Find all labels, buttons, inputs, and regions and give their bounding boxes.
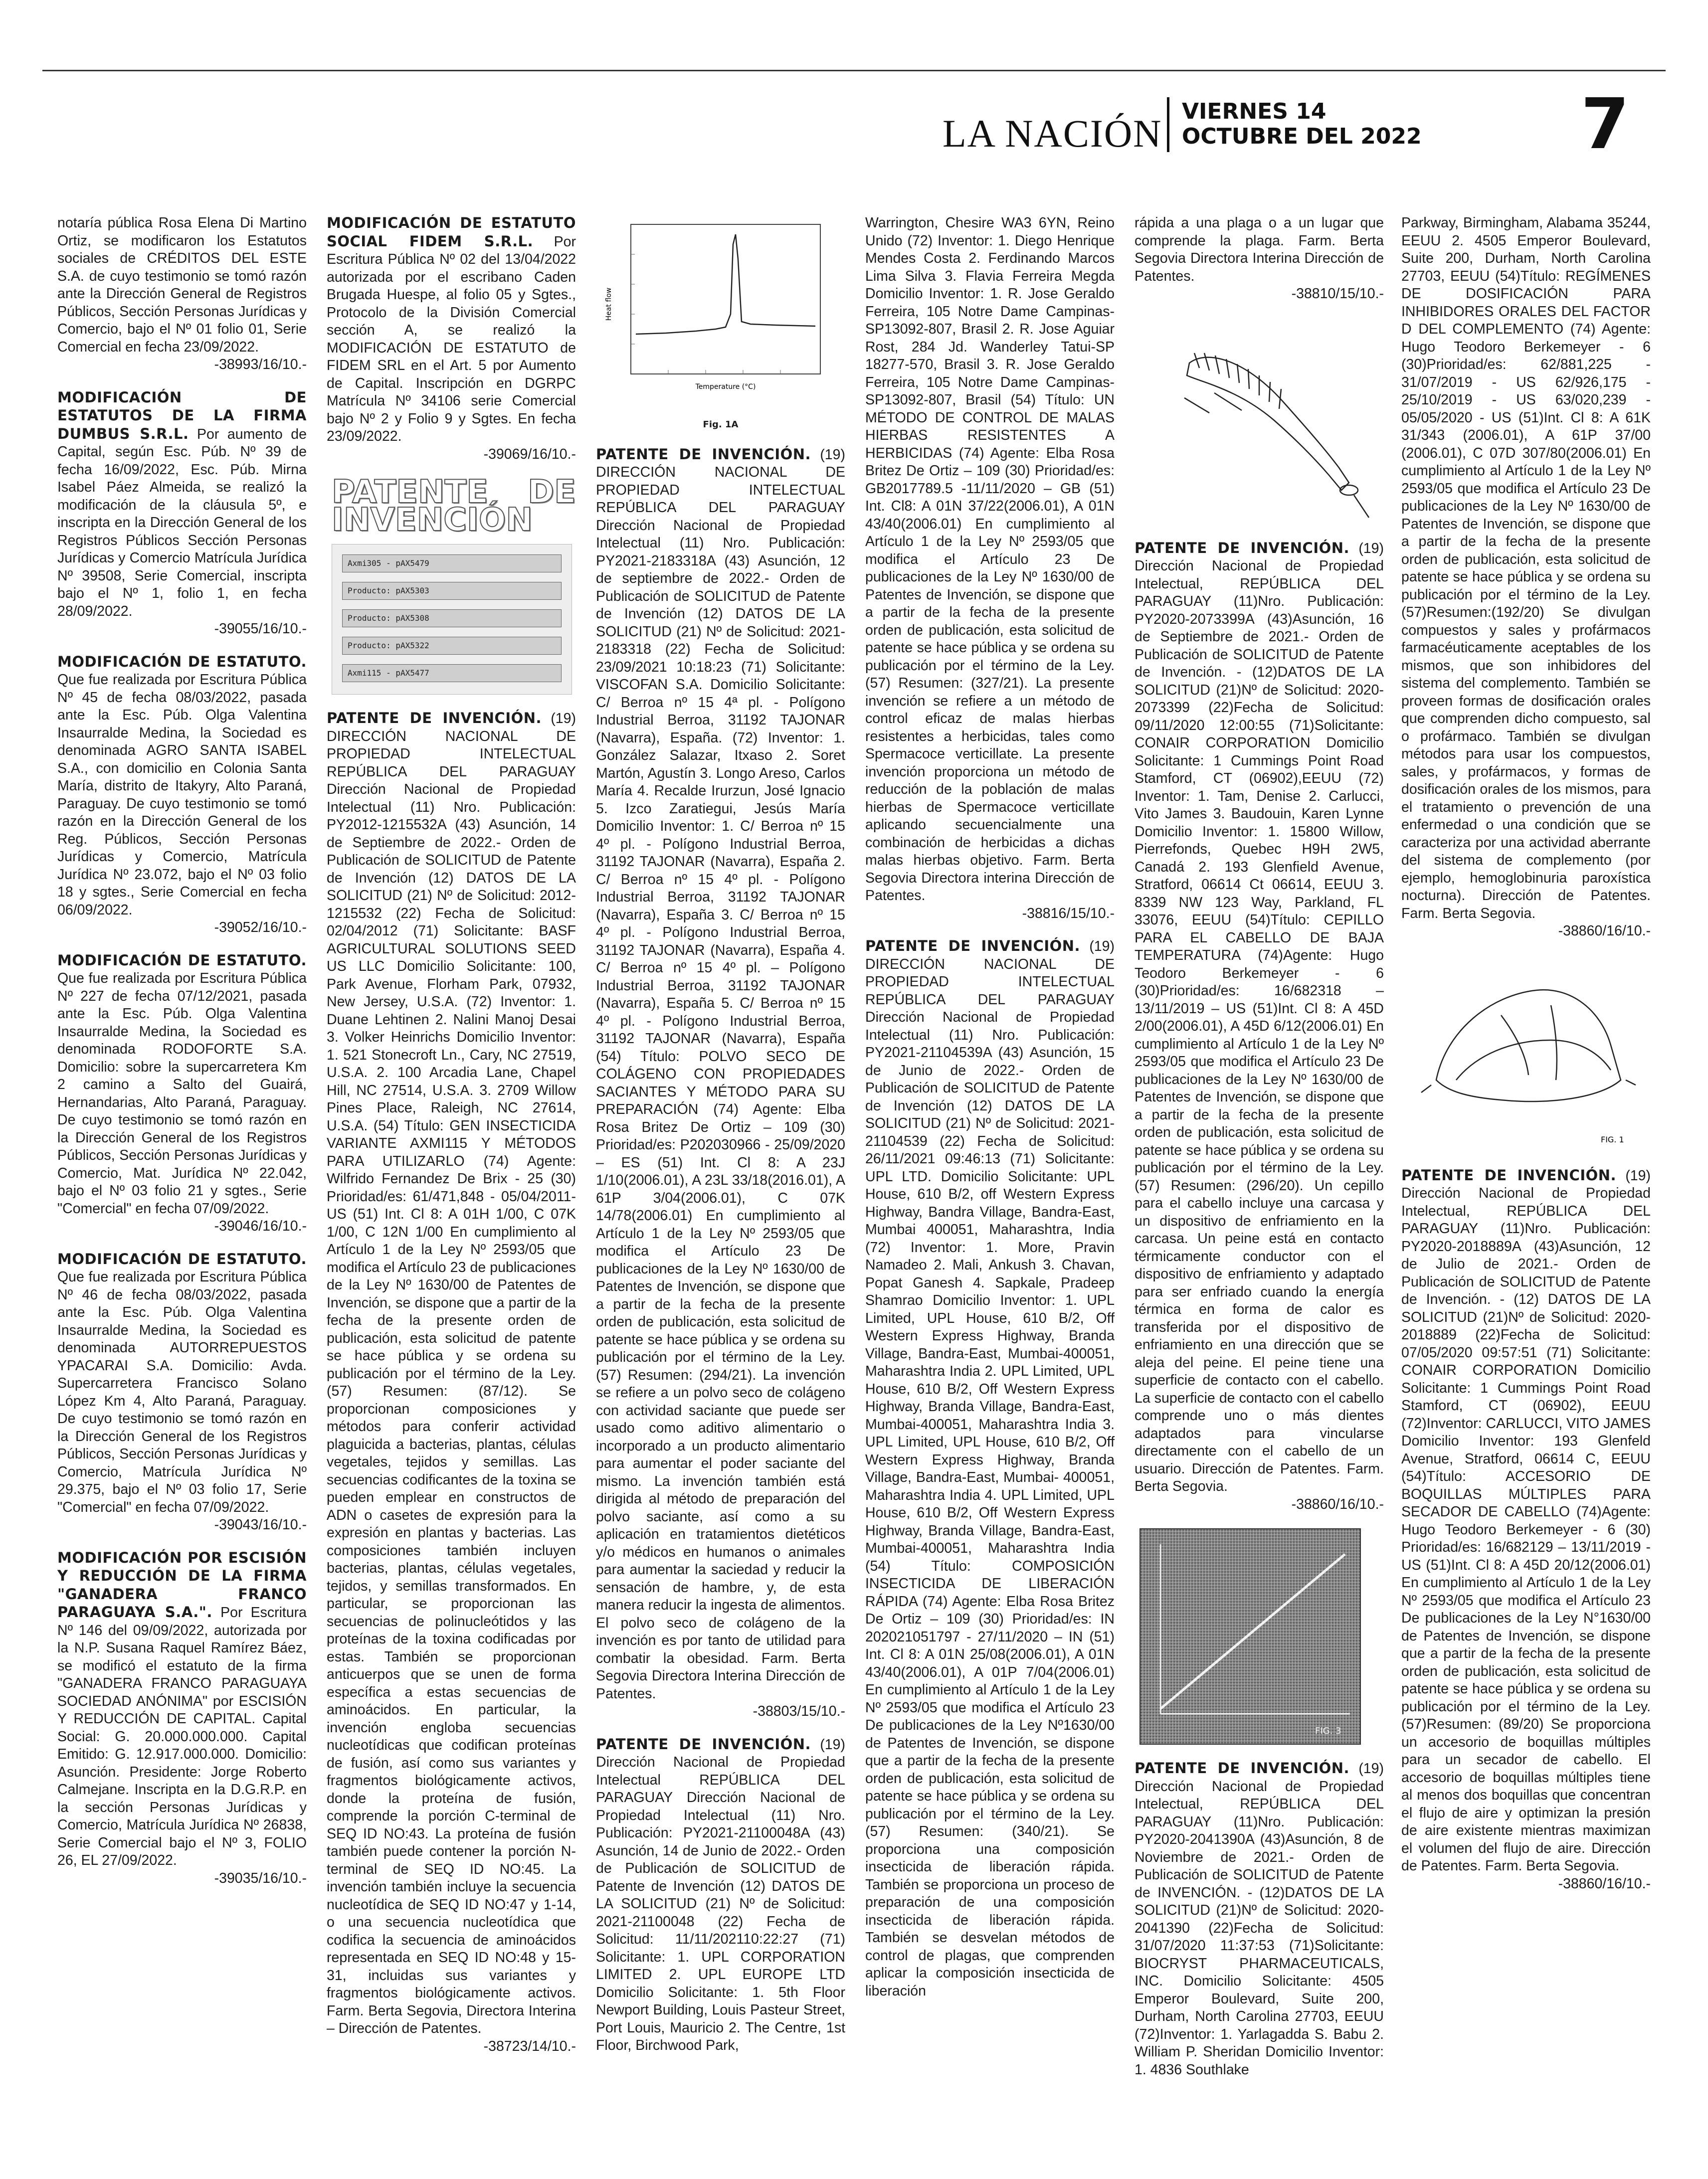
notice-body: Que fue realizada por Escritura Pública Nº 45 de fecha 08/03/2022, pasada ante la Esc. Púb. Olga Valentina Insaurralde Medina, la Sociedad es denominada AGRO SANTA ISABEL S.A., con domicilio en Colonia Santa María, distrito de Itakyry, Alto Paraná, Paraguay. De cuyo testimonio se tomó razón en la Dirección General de los Reg. Públicos, Sección Personas Jurídicas y Comercio, Matrícula Jurídica Nº 23.072, bajo el Nº 03 folio 18 y sgtes., Serie Comercial en fecha 06/09/2022. <box>57 672 307 918</box>
notice-body: Parkway, Birmingham, Alabama 35244, EEUU 2. 4505 Emperor Boulevard, Suite 200, Durham, North Carolina 27703, EEUU (54)Título: REGÍMENES DE DOSIFICACIÓN PARA INHIBIDORES ORALES DEL FACTOR D DEL COMPLEMENTO (74) Agente: Hugo Teodoro Berkemeyer - 6 (30)Prioridad/es: 62/881,225 - 31/07/2019 - US 62/926,175 - 25/10/2019 - US 63/020,239 - 05/05/2020 - US (51)Int. Cl 8: A 61K 31/343 (2006.01), A 61P 37/00 (2006.01), C 07D 307/80(2006.01) En cumplimiento al Artículo 1 de la Ley Nº 2593/05 que modifica el Artículo 23 De publicaciones de la Ley Nº 1630/00 de Patentes de Invención, se dispone que a partir de la fecha de la presente orden de publicación, esta solicitud de patente se hace pública y se ordena su publicación por el término de la Ley. (57)Resumen:(192/20) Se divulgan compuestos y sales y profármacos farmacéuticamente aceptables de los mismos, que son inhibidores del sistema del complemento. También se proveen formas de dosificación orales que comprenden dicho compuesto, sal o profármaco. También se divulgan métodos para usar los compuestos, sales, y profármacos, y formas de dosificación orales de los mismos, para el tratamiento o prevención de una enfermedad o una condición que se caracteriza por una actividad aberrante del sistema de complemento (por ejemplo, hemoglobinuria paroxística nocturna). Dirección de Patentes. Farm. Berta Segovia. <box>1401 215 1651 921</box>
notice-title: MODIFICACIÓN DE ESTATUTO. <box>57 1250 307 1268</box>
column-4 <box>865 214 1115 2015</box>
notice-title: PATENTE DE INVENCIÓN. <box>1135 539 1350 556</box>
notice-ref: -39046/16/10.- <box>214 1218 307 1234</box>
notice <box>1135 1760 1384 2079</box>
nozzle-drawing <box>1401 955 1651 1155</box>
notice <box>57 952 307 1236</box>
notice-title: PATENTE DE INVENCIÓN. <box>596 445 811 463</box>
notice-body: Por Escritura Pública Nº 02 del 13/04/2022 autorizada por el escribano Caden Brugada Huespe, al folio 05 y Sgtes., Protocolo de la División Comercial sección A, se realizó la MODIFICACIÓN DE ESTATUTO de FIDEM SRL en el Art. 5 por Aumento de Capital. Inscripción en DGRPC Matrícula Nº 34106 serie Comercial bajo Nº 2 y Folio 9 y Sgtes. En fecha 23/09/2022. <box>327 233 576 444</box>
notice-title: MODIFICACIÓN DE ESTATUTOS DE LA FIRMA DUMBUS S.R.L. <box>57 388 307 442</box>
notice-title: MODIFICACIÓN POR ESCISIÓN Y REDUCCIÓN DE LA FIRMA "GANADERA FRANCO PARAGUAYA S.A.". <box>57 1549 307 1621</box>
hair-brush-drawing <box>1135 318 1384 528</box>
issue-day: VIERNES 14 <box>1182 99 1327 124</box>
figure-caption: Fig. 1A <box>703 419 739 430</box>
sequence-row: Axmi305 - pAX5479 <box>342 554 562 572</box>
notice-ref: -38816/15/10.- <box>1022 905 1115 921</box>
header-rule <box>42 70 1666 71</box>
section-title: PATENTE DE INVENCIÓN <box>332 474 576 539</box>
notice-body: (19) Dirección Nacional de Propiedad Intelectual, REPÚBLICA DEL PARAGUAY (11)Nro. Publicación: PY2020-2018889A (43)Asunción, 12 de Julio de 2021.- Orden de Publicación de SOLICITUD de Patente de Invención. - (12) DATOS DE LA SOLICITUD (21)Nº de Solicitud: 2020-2018889 (22)Fecha de Solicitud: 07/05/2020 09:57:51 (71) Solicitante: CONAIR CORPORATION Domicilio Solicitante: 1 Cummings Point Road Stamford, CT (06902), EEUU (72)Inventor: CARLUCCI, VITO JAMES Domicilio Inventor: 193 Glenfeld Avenue, Stratford, 06614 C, EEUU (54)Título: ACCESORIO DE BOQUILLAS MÚLTIPLES PARA SECADOR DE CABELLO (74)Agente: Hugo Teodoro Berkemeyer - 6 (30) Prioridad/es: 16/682129 – 13/11/2019 - US (51)Int. Cl 8: A 45D 20/12(2006.01) En cumplimiento al Artículo 1 de la Ley Nº 2593/05 que modifica el Artículo 23 De publicaciones de la Ley N°1630/00 de Patentes de Invención, se dispone que a partir de la fecha de la presente orden de publicación, esta solicitud de patente se hace pública y se ordena su publicación por el término de la Ley. (57)Resumen: (89/20) Se proporciona un accesorio de boquillas múltiples para un secador de cabello. El accesorio de boquillas múltiples tiene al menos dos boquillas que concentran el flujo de aire y optimizan la presión de aire existente mientras maximizan el volumen del flujo de aire. Dirección de Patentes. Farm. Berta Segovia. <box>1401 1167 1651 1874</box>
notice-title: PATENTE DE INVENCIÓN. <box>1135 1760 1350 1777</box>
masthead <box>0 84 1708 165</box>
fig-xlabel: Temperature (°C) <box>695 383 756 391</box>
column-6 <box>1401 214 1651 1908</box>
notice <box>865 937 1115 2000</box>
issue-month-year: OCTUBRE DEL 2022 <box>1182 124 1422 149</box>
thermogram-plot <box>596 214 845 414</box>
column-3 <box>596 214 845 2070</box>
notice-ref: -38860/16/10.- <box>1558 923 1651 939</box>
notice-title: PATENTE DE INVENCIÓN. <box>1401 1166 1617 1184</box>
notice-ref: -38860/16/10.- <box>1291 1496 1384 1512</box>
notice-ref: -38860/16/10.- <box>1558 1875 1651 1892</box>
figure-1a <box>596 214 845 434</box>
issue-date <box>1182 99 1422 149</box>
notice <box>327 214 576 463</box>
notice-ref: -39069/16/10.- <box>483 446 576 462</box>
notice-body: (19) Dirección Nacional de Propiedad Intelectual, REPÚBLICA DEL PARAGUAY (11)Nro. Publicación: PY2020-2073399A (43)Asunción, 16 de Septiembre de 2021.- Orden de Publicación de SOLICITUD de Patente de Invención. - (12)DATOS DE LA SOLICITUD (21)Nº de Solicitud: 2020-2073399 (22)Fecha de Solicitud: 09/11/2020 12:00:55 (71)Solicitante: CONAIR CORPORATION Domicilio Solicitante: 1 Cummings Point Road Stamford, CT (06902),EEUU (72) Inventor: 1. Tam, Denise 2. Carlucci, Vito James 3. Baudouin, Karen Lynne Domicilio Inventor: 1. 15800 Willow, Pierrefonds, Quebec H9H 2W5, Canadá 2. 193 Glenfield Avenue, Stratford, 06614 Ct 06614, EEUU 3. 8339 NW 123 Way, Parkland, FL 33076, EEUU (54)Título: CEPILLO PARA EL CABELLO DE BAJA TEMPERATURA (74)Agente: Hugo Teodoro Berkemeyer - 6 (30)Prioridad/es: 16/682318 – 13/11/2019 – US (51)Int. Cl 8: A 45D 2/00(2006.01), A 45D 6/12(2006.01) En cumplimiento al Artículo 1 de la Ley Nº 2593/05 que modifica el Artículo 23 De publicaciones de la Ley Nº 1630/00 de Patentes de Invención, se dispone que a partir de la fecha de la presente orden de publicación, esta solicitud de patente se hace pública y se ordena su publicación por el término de la Ley. (57) Resumen: (296/20). Un cepillo para el cabello incluye una carcasa y un dispositivo de enfriamiento en la carcasa. Un peine está en contacto térmicamente conductor con el dispositivo de enfriamiento y adaptado para ser enfriado cuando la energía térmica en forma de calor es transferida por el dispositivo de enfriamiento en una dirección que se aleja del peine. El peine tiene una superficie de contacto con el cabello. La superficie de contacto con el cabello comprende uno o más dientes adaptados para vincularse directamente con el cabello de un usuario. Dirección de Patentes. Farm. Berta Segovia. <box>1135 540 1384 1494</box>
notice-body: Que fue realizada por Escritura Pública Nº 46 de fecha 08/03/2022, pasada ante la Esc. Púb. Olga Valentina Insaurralde Medina, la Sociedad es denominada AUTORREPUESTOS YPACARAI S.A. Domicilio: Avda. Supercarretera Francisco Solano López Km 4, Alto Paraná, Paraguay. De cuyo testimonio se tomó razón en la Dirección General de los Registros Públicos, Sección Personas Jurídicas y Comercio, Matrícula Jurídica Nº 29.375, bajo el Nº 03 folio 17, Serie "Comercial" en fecha 07/09/2022. <box>57 1269 307 1515</box>
fig-label: FIG. 1 <box>1601 1134 1624 1144</box>
notice-ref: -38723/14/10.- <box>483 2038 576 2054</box>
sequence-row: Producto: pAX5308 <box>342 609 562 627</box>
notice-ref: -38993/16/10.- <box>214 357 307 372</box>
notice-body: (19) Dirección Nacional de Propiedad Intelectual, REPÚBLICA DEL PARAGUAY (11)Nro. Publicación: PY2020-2041390A (43)Asunción, 8 de Noviembre de 2021.- Orden de Publicación de SOLICITUD de Patente de INVENCIÓN. - (12)DATOS DE LA SOLICITUD (21)Nº de Solicitud: 2020-2041390 (22)Fecha de Solicitud: 31/07/2020 11:37:53 (71)Solicitante: BIOCRYST PHARMACEUTICALS, INC. Domicilio Solicitante: 4505 Emperor Boulevard, Suite 200, Durham, North Carolina 27703, EEUU (72)Inventor: 1. Yarlagadda S. Babu 2. William P. Sheridan Domicilio Inventor: 1. 4836 Southlake <box>1135 1761 1384 2078</box>
notice <box>57 214 307 374</box>
column-1 <box>57 214 307 1902</box>
fig-ylabel: Heat flow <box>605 287 613 321</box>
notice-title: MODIFICACIÓN DE ESTATUTO. <box>57 653 307 670</box>
notice-title: MODIFICACIÓN DE ESTATUTO SOCIAL FIDEM S.R.L. <box>327 214 576 250</box>
page-number: 7 <box>1581 84 1630 165</box>
notice-ref: -39055/16/10.- <box>214 621 307 637</box>
notice-body: Warrington, Chesire WA3 6YN, Reino Unido (72) Inventor: 1. Diego Henrique Mendes Costa 2. Ferdinando Marcos Lima Silva 3. Flavia Ferreira Megda Domicilio Inventor: 1. R. Jose Geraldo Ferreira, 105 Notre Dame Campinas-SP13092-807, Brasil 2. R. Jose Aguiar Rost, 284 Jd. Wanderley Tatui-SP 18277-570, Brasil 3. R. Jose Geraldo Ferreira, 105 Notre Dame Campinas-SP13092-807, Brasil (54) Título: UN MÉTODO DE CONTROL DE MALAS HIERBAS RESISTENTES A HERBICIDAS (74) Agente: Elba Rosa Britez De Ortiz – 109 (30) Prioridad/es: GB2017789.5 -11/11/2020 – GB (51) Int. Cl8: A 01N 37/22(2006.01), A 01N 43/40(2006.01) En cumplimiento al Artículo 1 de la Ley Nº 2593/05 que modifica el Artículo 23 De publicaciones de la Ley Nº 1630/00 de Patentes de Invención, se dispone que a partir de la fecha de la presente orden de publicación, esta solicitud de patente se hace pública y se ordena su publicación por el término de la Ley. (57) Resumen: (327/21). La presente invención se refiere a un método de control eficaz de malas hierbas resistentes a herbicidas, tales como Spermacoce verticillate. La presente invención proporciona un método de reducción de la población de malas hierbas de Spermacoce verticillate aplicando secuencialmente una combinación de herbicidas a dichas malas hierbas objetivo. Farm. Berta Segovia Directora interina Dirección de Patentes. <box>865 215 1115 904</box>
notice <box>1135 540 1384 1514</box>
notice-body: Por aumento de Capital, según Esc. Púb. Nº 39 de fecha 16/09/2022, Esc. Púb. Mirna Isabel Páez Almeida, se realizó la modificación de la cláusula 5º, e inscripta en la Dirección General de los Registros Públicos Sección Personas Jurídicas y Comercio Matrícula Jurídica Nº 39508, Serie Comercial, inscripta bajo el Nº 1, folio 1, en fecha 28/09/2022. <box>57 426 307 619</box>
notice <box>1401 1167 1651 1893</box>
masthead-separator <box>1167 97 1169 152</box>
fig-label: FIG. 3 <box>1315 1726 1341 1736</box>
notice <box>596 446 845 1721</box>
notice-title: PATENTE DE INVENCIÓN. <box>596 1735 811 1753</box>
notice <box>865 214 1115 922</box>
notice-body: rápida a una plaga o a un lugar que comprende la plaga. Farm. Berta Segovia Directora Interina Dirección de Patentes. <box>1135 215 1384 284</box>
notice-title: PATENTE DE INVENCIÓN. <box>327 710 542 726</box>
notice <box>57 1549 307 1888</box>
notice <box>57 653 307 937</box>
notice-ref: -38803/15/10.- <box>753 1703 845 1719</box>
column-5 <box>1135 214 1384 2094</box>
notice-body: (19) Dirección Nacional de Propiedad Intelectual REPÚBLICA DEL PARAGUAY Dirección Nacional de Propiedad Intelectual (11) Nro. Publicación: PY2021-21100048A (43) Asunción, 14 de Junio de 2022.- Orden de Publicación de SOLICITUD de Patente de Invención (12) DATOS DE LA SOLICITUD (21) Nº de Solicitud: 2021-21100048 (22) Fecha de Solicitud: 11/11/202110:22:27 (71) Solicitante: 1. UPL CORPORATION LIMITED 2. UPL EUROPE LTD Domicilio Solicitante: 1. 5th Floor Newport Building, Louis Pasteur Street, Port Louis, Mauricio 2. The Centre, 1st Floor, Birchwood Park, <box>596 1736 845 2053</box>
notice <box>596 1736 845 2055</box>
notice-ref: -39052/16/10.- <box>214 919 307 935</box>
notice-body: (19) DIRECCIÓN NACIONAL DE PROPIEDAD INTELECTUAL REPÚBLICA DEL PARAGUAY Dirección Nacional de Propiedad Intelectual (11) Nro. Publicación: PY2021-2183318A (43) Asunción, 12 de septiembre de 2022.- Orden de Publicación de SOLICITUD de Patente de Invención (12) DATOS DE LA SOLICITUD (21) Nº de Solicitud: 2021-2183318 (22) Fecha de Solicitud: 23/09/2021 10:18:23 (71) Solicitante: VISCOFAN S.A. Domicilio Solicitante: C/ Berroa nº 15 4ª pl. - Polígono Industrial Berroa, 31192 TAJONAR (Navarra), España. (72) Inventor: 1. González Salazar, Itxaso 2. Soret Martón, Agustín 3. Longo Areso, Carlos María 4. Recalde Irurzun, José Ignacio 5. Izco Zaratiegui, Jesús María Domicilio Inventor: 1. C/ Berroa nº 15 4º pl. - Polígono Industrial Berroa, 31192 TAJONAR (Navarra), España 2. C/ Berroa nº 15 4º pl. - Polígono Industrial Berroa, 31192 TAJONAR (Navarra), España 3. C/ Berroa nº 15 4º pl. - Polígono Industrial Berroa, 31192 TAJONAR (Navarra), España 4. C/ Berroa nº 15 4º pl. – Polígono Industrial Berroa, 31192 TAJONAR (Navarra), España 5. C/ Berroa nº 15 4º pl. - Polígono Industrial Berroa, 31192 TAJONAR (Navarra), España (54) Título: POLVO SECO DE COLÁGENO CON PROPIEDADES SACIANTES Y MÉTODO PARA SU PREPARACIÓN (74) Agente: Elba Rosa Britez De Ortiz – 109 (30) Prioridad/es: P202030966 - 25/09/2020 – ES (51) Int. Cl 8: A 23J 1/10(2006.01), A 23L 33/18(2016.01), A 61P 3/04(2006.01), C 07K 14/78(2006.01) En cumplimiento al Artículo 1 de la Ley Nº 2593/05 que modifica el Artículo 23 De publicaciones de la Ley Nº 1630/00 de Patentes de Invención, se dispone que a partir de la fecha de la presente orden de publicación, esta solicitud de patente se hace pública y se ordena su publicación por el término de la Ley. (57) Resumen: (294/21). La invención se refiere a un polvo seco de colágeno con actividad saciante que puede ser usado como aditivo alimentario o incorporado a un producto alimentario para aumentar el poder saciante del mismo. La invención también está dirigida al método de preparación del polvo saciante, así como a su aplicación en tratamientos dietéticos y/o médicos en humanos o animales para aumentar la saciedad y reducir la sensación de hambre, y, de esta manera reducir la ingesta de alimentos. El polvo seco de colágeno de la invención es por tanto de utilidad para combatir la obesidad. Farm. Berta Segovia Directora Interina Dirección de Patentes. <box>596 446 845 1702</box>
notice-ref: -38810/15/10.- <box>1291 286 1384 302</box>
notice-ref: -39043/16/10.- <box>214 1517 307 1533</box>
notice-ref: -39035/16/10.- <box>214 1870 307 1886</box>
notice-body: Por Escritura Nº 146 del 09/09/2022, autorizada por la N.P. Susana Raquel Ramírez Báez, se modificó el estatuto de la firma "GANADERA FRANCO PARAGUAYA SOCIEDAD ANÓNIMA" por ESCISIÓN Y REDUCCIÓN DE CAPITAL. Capital Social: G. 20.000.000.000. Capital Emitido: G. 12.917.000.000. Domicilio: Asunción. Presidente: Jorge Roberto Calmejane. Inscripta en la D.G.R.P. en la sección Personas Jurídicas y Comercio, Matrícula Jurídica Nº 26838, Serie Comercial bajo el Nº 3, FOLIO 26, EL 27/09/2022. <box>57 1605 307 1868</box>
notice <box>57 389 307 638</box>
sequence-row: Axmi115 - pAX5477 <box>342 664 562 682</box>
notice-body: (19) DIRECCIÓN NACIONAL DE PROPIEDAD INTELECTUAL REPÚBLICA DEL PARAGUAY Dirección Nacional de Propiedad Intelectual (11) Nro. Publicación: PY2012-1215532A (43) Asunción, 14 de Septiembre de 2022.- Orden de Publicación de SOLICITUD de Patente de Invención (12) DATOS DE LA SOLICITUD (21) Nº de Solicitud: 2012-1215532 (22) Fecha de Solicitud: 02/04/2012 (71) Solicitante: BASF AGRICULTURAL SOLUTIONS SEED US LLC Domicilio Solicitante: 100, Park Avenue, Florham Park, 07932, New Jersey, U.S.A. (72) Inventor: 1. Duane Lehtinen 2. Nalini Manoj Desai 3. Volker Heinrichs Domicilio Inventor: 1. 521 Stonecroft Ln., Cary, NC 27519, U.S.A. 2. 100 Arcadia Lane, Chapel Hill, NC 27514, U.S.A. 3. 2709 Willow Pines Place, Raleigh, NC 27614, U.S.A. (54) Título: GEN INSECTICIDA VARIANTE AXMI115 Y MÉTODOS PARA UTILIZARLO (74) Agente: Wilfrido Fernandez De Brix - 25 (30) Prioridad/es: 61/471,848 - 05/04/2011- US (51) Int. Cl 8: A 01H 1/00, C 07K 1/00, C 12N 1/00 En cumplimiento al Artículo 1 de la Ley Nº 2593/05 que modifica el Artículo 23 de publicaciones de la Ley Nº 1630/00 de Patentes de Invención, se dispone que a partir de la fecha de la presente orden de publicación, esta solicitud de patente se hace pública y se ordena su publicación por el término de la Ley. (57) Resumen: (87/12). Se proporcionan composiciones y métodos para conferir actividad plaguicida a bacterias, plantas, células vegetales, tejidos y semillas. Las secuencias codificantes de la toxina se pueden emplear en constructos de ADN o casetes de expresión para la expresión en plantas y bacterias. Las composiciones también incluyen bacterias, plantas, células vegetales, tejidos, y semillas transformados. En particular, se proporcionan las secuencias de polinucleótidos y las proteínas de la toxina codificadas por estas. También se proporcionan anticuerpos que se unen de forma específica a estas secuencias de aminoácidos. En particular, la invención engloba secuencias nucleotídicas que codifican proteínas de fusión, así como sus variantes y fragmentos biológicamente activos, donde la proteína de fusión, comprende la porción C-terminal de SEQ ID NO:43. La proteína de fusión también puede contener la porción N-terminal de SEQ ID NO:45. La invención también incluye la secuencia nucleotídica de SEQ ID NO:47 y 1-14, o una secuencia nucleotídica que codifica la secuencia de aminoácidos representada en SEQ ID NO:48 y 15-31, incluidas sus variantes y fragmentos biológicamente activos. Farm. Berta Segovia, Directora Interina – Dirección de Patentes. <box>327 711 576 2036</box>
notice <box>57 1251 307 1534</box>
notice-body: Que fue realizada por Escritura Pública Nº 227 de fecha 07/12/2021, pasada ante la Esc. Púb. Olga Valentina Insaurralde Medina, la Sociedad es denominada RODOFORTE S.A. Domicilio: sobre la supercarretera Km 2 camino a Salto del Guairá, Hernandarias, Alto Paraná, Paraguay. De cuyo testimonio se tomó razón en la Dirección General de los Registros Públicos, Sección Personas Jurídicas y Comercio, Mat. Jurídica Nº 22.042, bajo el Nº 03 folio 21 y sgtes., Serie "Comercial" en fecha 07/09/2022. <box>57 970 307 1217</box>
notice-body: (19) DIRECCIÓN NACIONAL DE PROPIEDAD INTELECTUAL REPÚBLICA DEL PARAGUAY Dirección Nacional de Propiedad Intelectual (11) Nro. Publicación: PY2021-21104539A (43) Asunción, 15 de Junio de 2022.- Orden de Publicación de SOLICITUD de Patente de Invención (12) DATOS DE LA SOLICITUD (21) Nº de Solicitud: 2021-21104539 (22) Fecha de Solicitud: 26/11/2021 09:46:13 (71) Solicitante: UPL LTD. Domicilio Solicitante: UPL House, 610 B/2, off Western Express Highway, Bandra Village, Bandra-East, Mumbai 400051, Maharashtra, India (72) Inventor: 1. More, Pravin Namadeo 2. Mali, Ankush 3. Chavan, Popat Ganesh 4. Sapkale, Pradeep Shamrao Domicilio Inventor: 1. UPL Limited, UPL House, 610 B/2, Off Western Express Highway, Branda Village, Bandra-East, Mumbai-400051, Maharashtra India 2. UPL Limited, UPL House, 610 B/2, Off Western Express Highway, Branda Village, Bandra-East, Mumbai-400051, Maharashtra India 3. UPL Limited, UPL House, 610 B/2, Off Western Express Highway, Branda Village, Bandra-East, Mumbai- 400051, Maharashtra India 4. UPL Limited, UPL House, 610 B/2, Off Western Express Highway, Branda Village, Bandra-East, Mumbai-400051, Maharashtra India (54) Título: COMPOSICIÓN INSECTICIDA DE LIBERACIÓN RÁPIDA (74) Agente: Elba Rosa Britez De Ortiz – 109 (30) Prioridad/es: IN 202021051797 - 27/11/2020 – IN (51) Int. Cl 8: A 01N 25/08(2006.01), A 01N 43/40(2006.01), A 01P 7/04(2006.01) En cumplimiento al Artículo 1 de la Ley Nº 2593/05 que modifica el Artículo 23 De publicaciones de la Ley Nº1630/00 de Patentes de Invención, se dispone que a partir de la fecha de la presente orden de publicación, esta solicitud de patente se hace pública y se ordena su publicación por el término de la Ley. (57) Resumen: (340/21). Se proporciona una composición insecticida de liberación rápida. También se proporciona un proceso de preparación de una composición insecticida de liberación rápida. También se desvelan métodos de control de plagas, que comprenden aplicar la composición insecticida de liberación <box>865 938 1115 1999</box>
sequence-row: Producto: pAX5322 <box>342 637 562 655</box>
sequence-row: Producto: pAX5303 <box>342 582 562 600</box>
scanned-figure-image <box>1139 1528 1361 1745</box>
notice <box>1401 214 1651 940</box>
notice <box>327 710 576 2055</box>
newspaper-name: LA NACIÓN <box>943 112 1162 155</box>
notice-title: MODIFICACIÓN DE ESTATUTO. <box>57 951 307 969</box>
notice-body: notaría pública Rosa Elena Di Martino Ortiz, se modificaron los Estatutos sociales de CRÉDITOS DEL ESTE S.A. de cuyo testimonio se tomó razón ante la Dirección General de Registros Públicos, Sección Personas Jurídicas y Comercio, bajo el Nº 01 folio 01, Serie Comercial en fecha 23/09/2022. <box>57 215 307 355</box>
column-2 <box>327 214 576 2070</box>
notice-title: PATENTE DE INVENCIÓN. <box>865 937 1081 954</box>
notice <box>1135 214 1384 303</box>
sequence-table-image <box>332 544 572 695</box>
